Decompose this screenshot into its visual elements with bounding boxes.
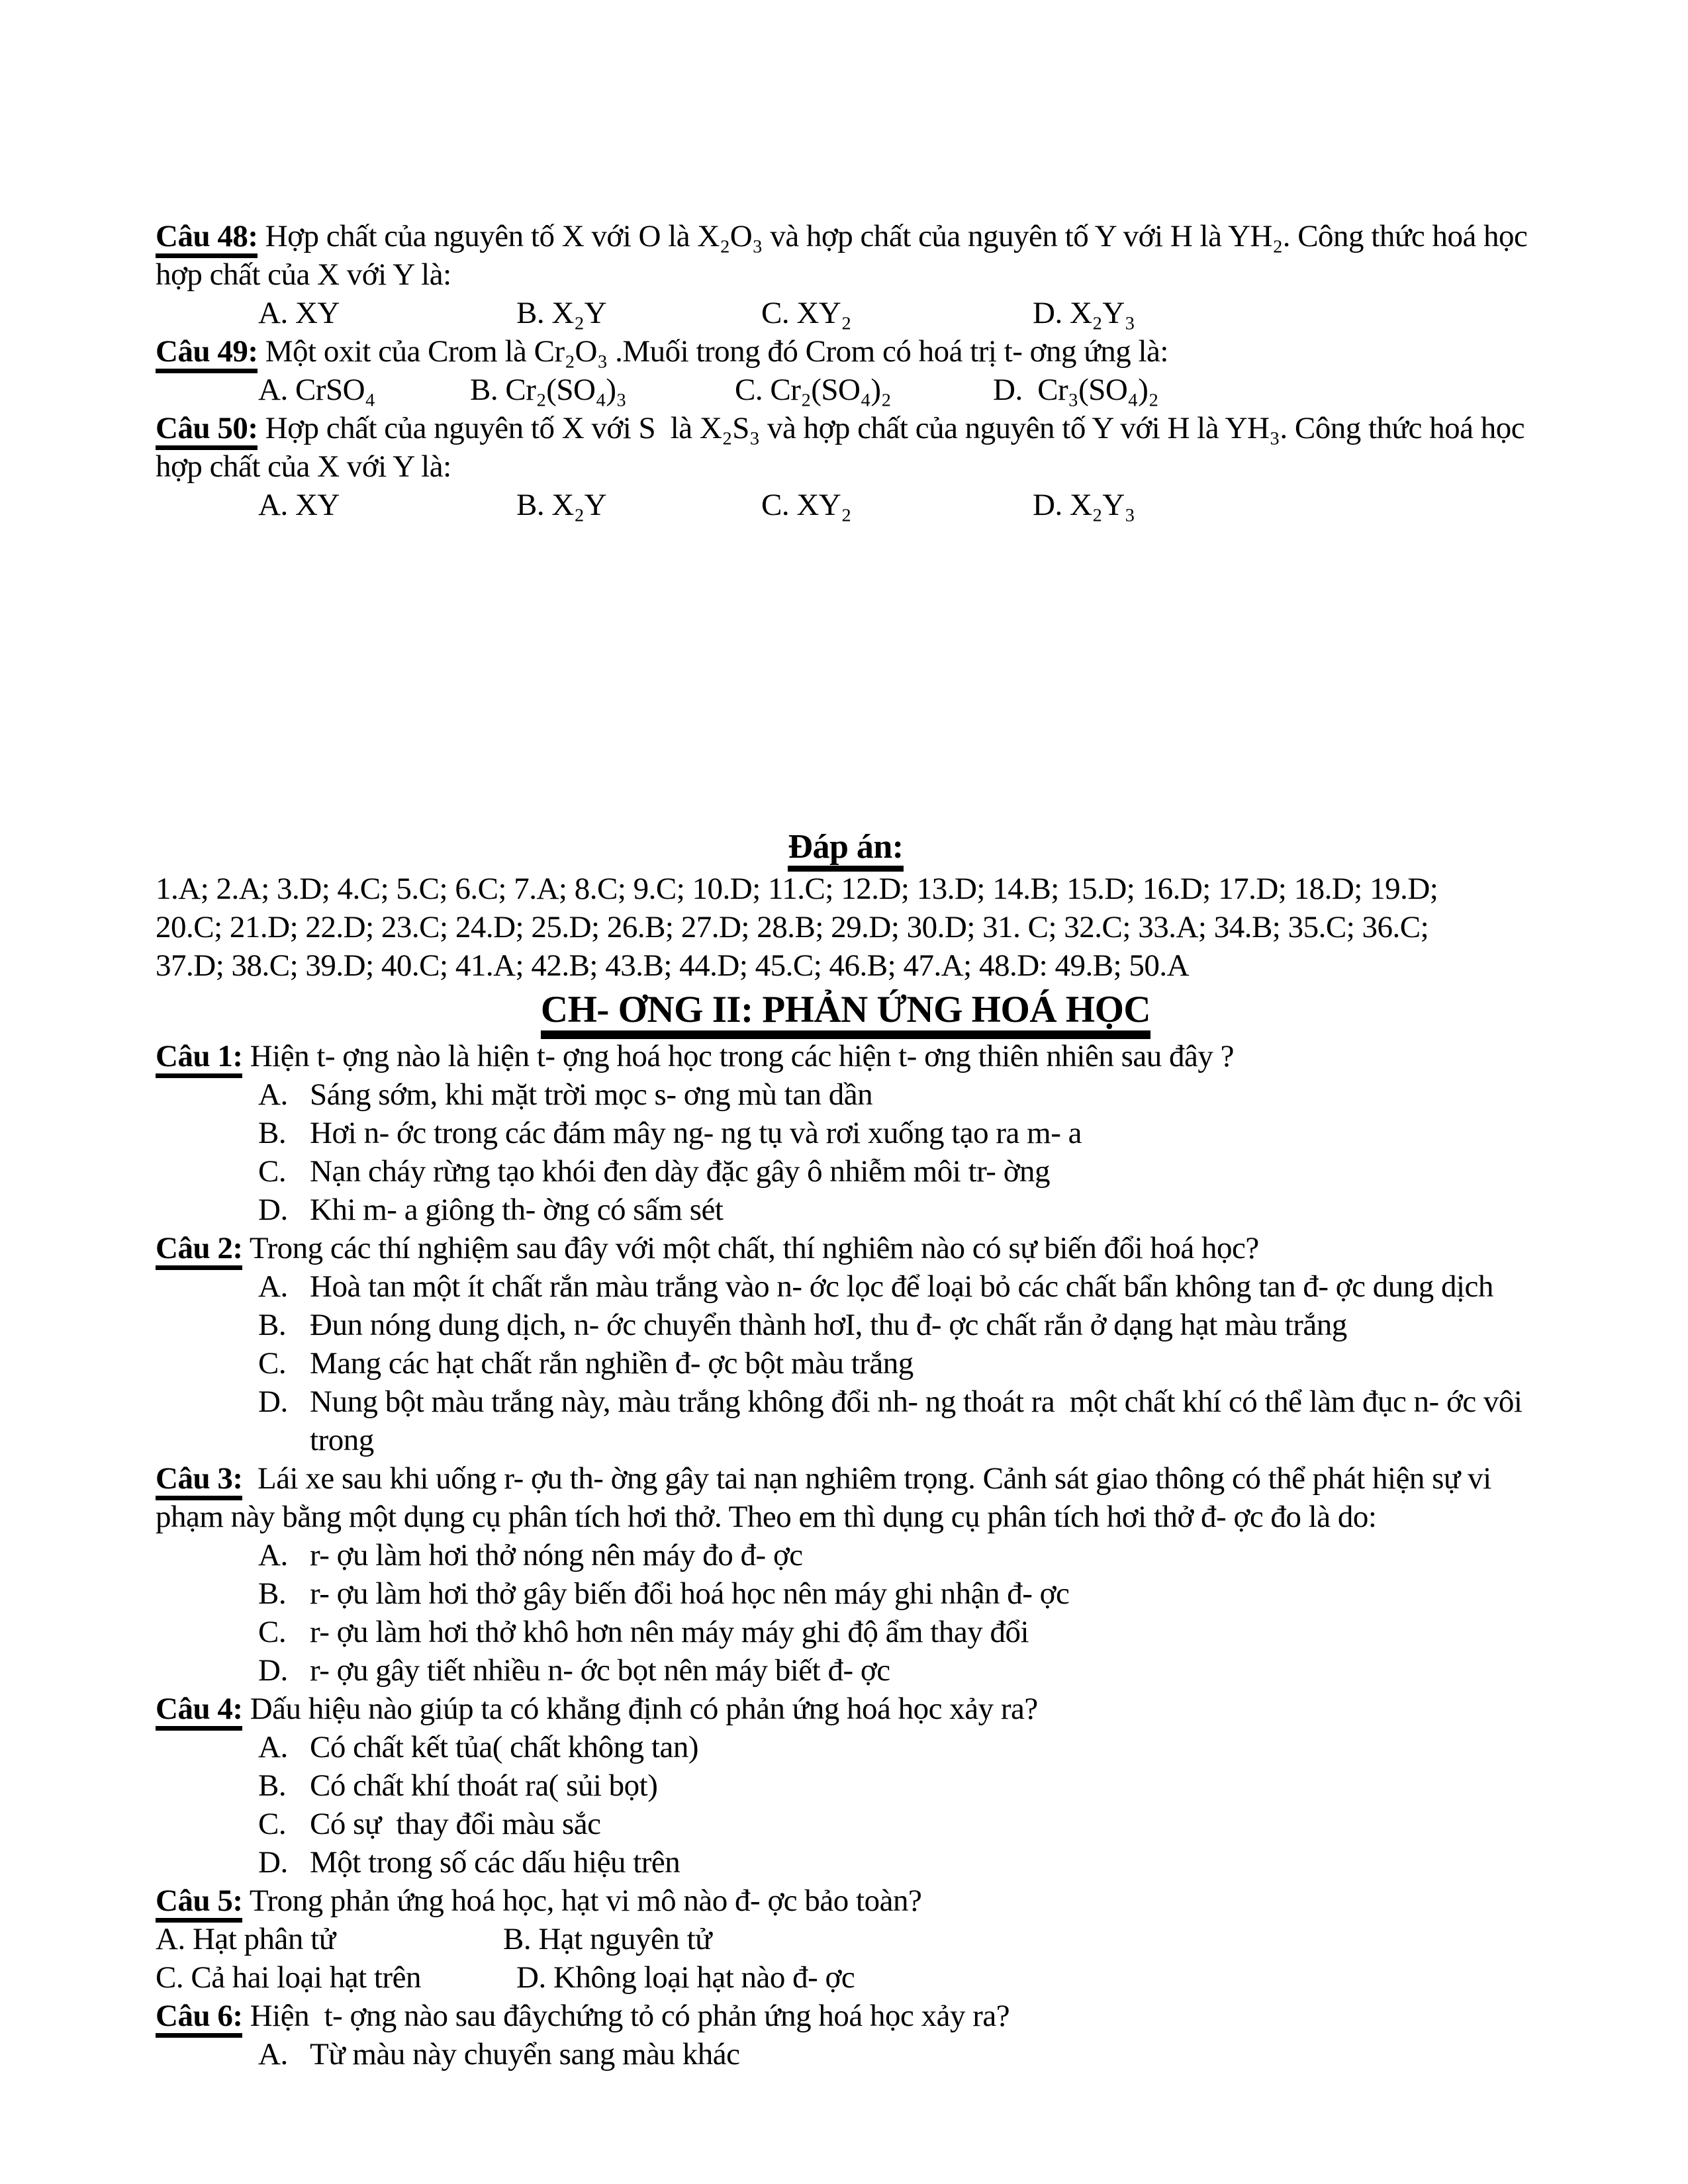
question-2-option-d <box>258 1383 1536 1459</box>
option-d: D. X₂Y₃ <box>1033 296 1135 330</box>
question-6-text: Hiện t- ợng nào sau đâychứng tỏ có phản ứng hoá học xảy ra? <box>242 1999 1010 2033</box>
chapter-title: CH- ƠNG II: PHẢN ỨNG HOÁ HỌC <box>541 989 1150 1039</box>
question-50 <box>156 409 1536 486</box>
option-d: D. Không loại hạt nào đ- ợc <box>516 1960 855 1995</box>
option-c: C. Cr₂(SO₄)₂ <box>735 373 892 407</box>
option-d: D. Cr₃(SO₄)₂ <box>993 373 1159 407</box>
answer-key-title: Đáp án: <box>788 828 903 872</box>
question-1 <box>156 1037 1536 1075</box>
question-4-option-c <box>258 1805 1536 1843</box>
option-letter: C. <box>258 1154 287 1189</box>
option-letter: B. <box>258 1116 287 1150</box>
question-2-option-b <box>258 1306 1536 1344</box>
option-text: Hơi n- ớc trong các đám mây ng- ng tụ và rơi xuống tạo ra m- a <box>310 1116 1082 1150</box>
question-48-text: Hợp chất của nguyên tố X với O là X₂O₃ và hợp chất của nguyên tố Y với H là YH₂. Công thức hoá học hợp chất của X với Y là: <box>156 219 1535 292</box>
question-48 <box>156 217 1536 294</box>
answer-key-line-2: 20.C; 21.D; 22.D; 23.C; 24.D; 25.D; 26.B; 27.D; 28.B; 29.D; 30.D; 31. C; 32.C; 33.A; 34.B; 35.C; 36.C; <box>156 910 1429 944</box>
option-letter: A. <box>258 1077 288 1112</box>
option-b: B. X₂Y <box>516 488 607 522</box>
option-letter: A. <box>258 2037 288 2071</box>
question-4-option-a <box>258 1728 1536 1766</box>
option-text: r- ợu gây tiết nhiều n- ớc bọt nên máy biết đ- ợc <box>310 1653 890 1688</box>
question-3-label: Câu 3: <box>156 1461 242 1500</box>
answer-key-heading-row <box>156 825 1536 870</box>
option-letter: B. <box>258 1576 287 1611</box>
option-b: B. Hạt nguyên tử <box>503 1922 712 1956</box>
option-letter: C. <box>258 1346 287 1381</box>
question-3-option-a <box>258 1536 1536 1574</box>
option-letter: A. <box>258 1269 288 1304</box>
question-6 <box>156 1997 1536 2035</box>
option-text: Có chất khí thoát ra( sủi bọt) <box>310 1768 658 1803</box>
question-4 <box>156 1690 1536 1728</box>
option-text: Có chất kết tủa( chất không tan) <box>310 1730 698 1764</box>
option-a: A. CrSO₄ <box>258 373 375 407</box>
question-6-label: Câu 6: <box>156 1999 242 2038</box>
question-1-option-a <box>258 1075 1536 1114</box>
question-4-option-d <box>258 1843 1536 1882</box>
question-3-option-b <box>258 1574 1536 1613</box>
question-2-option-c <box>258 1344 1536 1383</box>
option-text: Đun nóng dung dịch, n- ớc chuyển thành hơI, thu đ- ợc chất rắn ở dạng hạt màu trắng <box>310 1308 1347 1342</box>
option-text: Nung bột màu trắng này, màu trắng không đổi nh- ng thoát ra một chất khí có thể làm đục n- ớc vôi trong <box>310 1385 1530 1457</box>
question-48-label: Câu 48: <box>156 219 258 258</box>
option-letter: A. <box>258 1538 288 1572</box>
question-4-option-b <box>258 1766 1536 1805</box>
option-letter: B. <box>258 1768 287 1803</box>
answer-key-line-3: 37.D; 38.C; 39.D; 40.C; 41.A; 42.B; 43.B; 44.D; 45.C; 46.B; 47.A; 48.D: 49.B; 50.A <box>156 948 1190 983</box>
option-b: B. X₂Y <box>516 296 607 330</box>
option-letter: D. <box>258 1653 288 1688</box>
option-text: Một trong số các dấu hiệu trên <box>310 1845 680 1880</box>
option-b: B. Cr₂(SO₄)₃ <box>470 373 627 407</box>
option-text: Mang các hạt chất rắn nghiền đ- ợc bột màu trắng <box>310 1346 914 1381</box>
option-text: Sáng sớm, khi mặt trời mọc s- ơng mù tan dần <box>310 1077 873 1112</box>
option-text: Nạn cháy rừng tạo khói đen dày đặc gây ô nhiễm môi tr- ờng <box>310 1154 1051 1189</box>
question-49-text: Một oxit của Crom là Cr₂O₃ .Muối trong đó Crom có hoá trị t- ơng ứng là: <box>258 334 1168 369</box>
option-letter: B. <box>258 1308 287 1342</box>
answer-key-line-1: 1.A; 2.A; 3.D; 4.C; 5.C; 6.C; 7.A; 8.C; 9.C; 10.D; 11.C; 12.D; 13.D; 14.B; 15.D; 16.D; 17.D; 18.D; 19.D; <box>156 872 1438 906</box>
question-4-text: Dấu hiệu nào giúp ta có khẳng định có phản ứng hoá học xảy ra? <box>242 1692 1038 1726</box>
blank-gap <box>156 524 1536 825</box>
document-content <box>156 217 1536 2073</box>
question-3 <box>156 1459 1536 1536</box>
option-text: r- ợu làm hơi thở nóng nên máy đo đ- ợc <box>310 1538 803 1572</box>
question-2-label: Câu 2: <box>156 1231 242 1270</box>
option-a: A. Hạt phân tử <box>156 1922 336 1956</box>
option-letter: C. <box>258 1807 287 1841</box>
option-letter: C. <box>258 1615 287 1649</box>
question-5-text: Trong phản ứng hoá học, hạt vi mô nào đ- ợc bảo toàn? <box>242 1884 922 1918</box>
option-c: C. Cả hai loại hạt trên <box>156 1960 421 1995</box>
question-50-label: Câu 50: <box>156 411 258 450</box>
chapter-heading-row <box>156 985 1536 1037</box>
question-50-text: Hợp chất của nguyên tố X với S là X₂S₃ và hợp chất của nguyên tố Y với H là YH₃. Công thức hoá học hợp chất của X với Y là: <box>156 411 1532 484</box>
question-49-label: Câu 49: <box>156 334 258 373</box>
question-1-label: Câu 1: <box>156 1039 242 1078</box>
question-50-options <box>156 486 1536 524</box>
option-letter: A. <box>258 1730 288 1764</box>
question-5-label: Câu 5: <box>156 1884 242 1923</box>
option-letter: D. <box>258 1193 288 1227</box>
option-letter: D. <box>258 1845 288 1880</box>
question-3-option-d <box>258 1651 1536 1690</box>
question-5 <box>156 1882 1536 1920</box>
question-3-text: Lái xe sau khi uống r- ợu th- ờng gây tai nạn nghiêm trọng. Cảnh sát giao thông có thể phát hiện sự vi phạm này bằng một dụng cụ phân tích hơi thở. Theo em thì dụng cụ phân tích hơi thở đ- ợc đo là do: <box>156 1461 1499 1534</box>
option-text: Từ màu này chuyển sang màu khác <box>310 2037 740 2071</box>
question-2-text: Trong các thí nghiệm sau đây với một chất, thí nghiêm nào có sự biến đổi hoá học? <box>242 1231 1259 1265</box>
question-1-text: Hiện t- ợng nào là hiện t- ợng hoá học trong các hiện t- ơng thiên nhiên sau đây ? <box>242 1039 1234 1073</box>
option-text: Có sự thay đổi màu sắc <box>310 1807 601 1841</box>
option-d: D. X₂Y₃ <box>1033 488 1135 522</box>
question-49-options <box>156 371 1536 409</box>
option-a: A. XY <box>258 488 340 522</box>
option-a: A. XY <box>258 296 340 330</box>
option-letter: D. <box>258 1385 288 1419</box>
question-2-option-a <box>258 1267 1536 1306</box>
question-49 <box>156 332 1536 371</box>
question-5-options-row-2 <box>156 1958 1536 1997</box>
option-c: C. XY₂ <box>761 488 852 522</box>
option-text: r- ợu làm hơi thở gây biến đổi hoá học nên máy ghi nhận đ- ợc <box>310 1576 1070 1611</box>
question-4-label: Câu 4: <box>156 1692 242 1731</box>
question-1-option-d <box>258 1191 1536 1229</box>
question-3-option-c <box>258 1613 1536 1651</box>
question-48-options <box>156 294 1536 332</box>
question-5-options-row-1 <box>156 1920 1536 1958</box>
question-6-option-a <box>258 2035 1536 2073</box>
option-text: Khi m- a giông th- ờng có sấm sét <box>310 1193 724 1227</box>
option-c: C. XY₂ <box>761 296 852 330</box>
question-1-option-b <box>258 1114 1536 1152</box>
question-1-option-c <box>258 1152 1536 1191</box>
question-2 <box>156 1229 1536 1267</box>
option-text: r- ợu làm hơi thở khô hơn nên máy máy ghi độ ẩm thay đổi <box>310 1615 1029 1649</box>
option-text: Hoà tan một ít chất rắn màu trắng vào n- ớc lọc để loại bỏ các chất bẩn không tan đ- ợc dung dịch <box>310 1269 1493 1304</box>
